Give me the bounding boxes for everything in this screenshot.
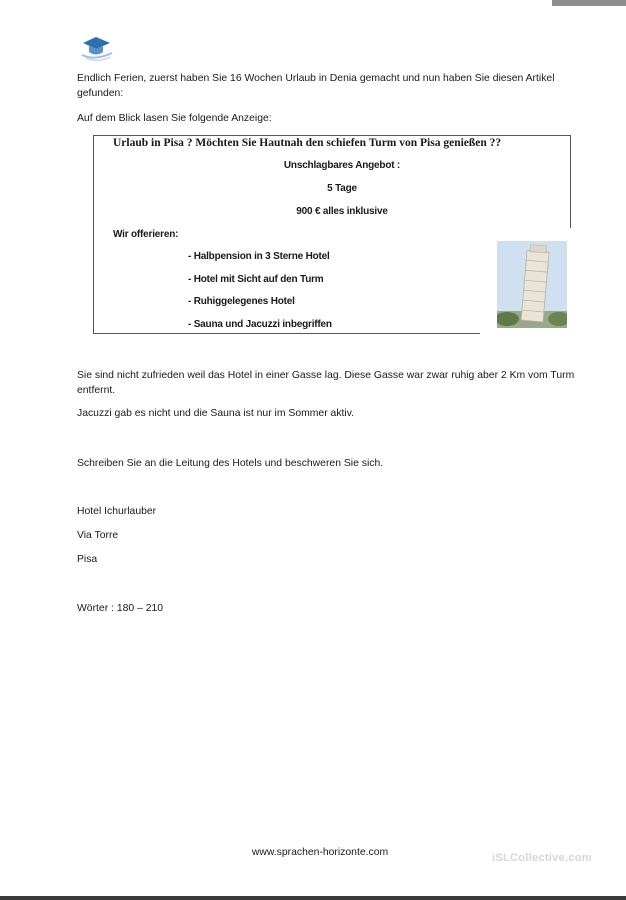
corner-tab: [552, 0, 626, 6]
ad-item: - Halbpension in 3 Sterne Hotel: [188, 251, 330, 262]
ad-item: - Hotel mit Sicht auf den Turm: [188, 274, 324, 285]
jacuzzi-text: Jacuzzi gab es nicht und die Sauna ist nur im Sommer aktiv.: [77, 408, 355, 419]
address-line: Hotel Ichurlauber: [77, 506, 157, 517]
task-text: Schreiben Sie an die Leitung des Hotels und beschweren Sie sich.: [77, 458, 384, 469]
graduation-cap-logo: [80, 33, 114, 61]
leaning-tower-image: [497, 241, 567, 328]
word-count: Wörter : 180 – 210: [77, 603, 164, 614]
blick-text: Auf dem Blick lasen Sie folgende Anzeige:: [77, 113, 272, 124]
ad-item: - Ruhiggelegenes Hotel: [188, 296, 295, 307]
footer-url: www.sprachen-horizonte.com: [251, 847, 389, 858]
ad-we-offer: Wir offerieren:: [113, 229, 179, 240]
ad-days: 5 Tage: [327, 183, 357, 194]
ad-headline: Urlaub in Pisa ? Möchten Sie Hautnah den schiefen Turm von Pisa genießen ??: [113, 137, 502, 149]
ad-offer: Unschlagbares Angebot :: [283, 160, 401, 171]
complaint-text: Sie sind nicht zufrieden weil das Hotel in einer Gasse lag. Diese Gasse war zwar ruhig aber 2 Km vom Turm entfernt.: [77, 370, 575, 396]
ad-price: 900 € alles inklusive: [296, 206, 388, 217]
ad-border-right: [570, 135, 571, 228]
bottom-rule: [0, 896, 626, 900]
watermark: iSLCollective.com: [492, 852, 592, 864]
ad-border-bottom: [93, 333, 480, 334]
address-line: Via Torre: [77, 530, 119, 541]
address-line: Pisa: [77, 554, 98, 565]
ad-item: - Sauna und Jacuzzi inbegriffen: [188, 319, 332, 330]
intro-text: Endlich Ferien, zuerst haben Sie 16 Wochen Urlaub in Denia gemacht und nun haben Sie diesen Artikel gefunden:: [77, 73, 555, 99]
